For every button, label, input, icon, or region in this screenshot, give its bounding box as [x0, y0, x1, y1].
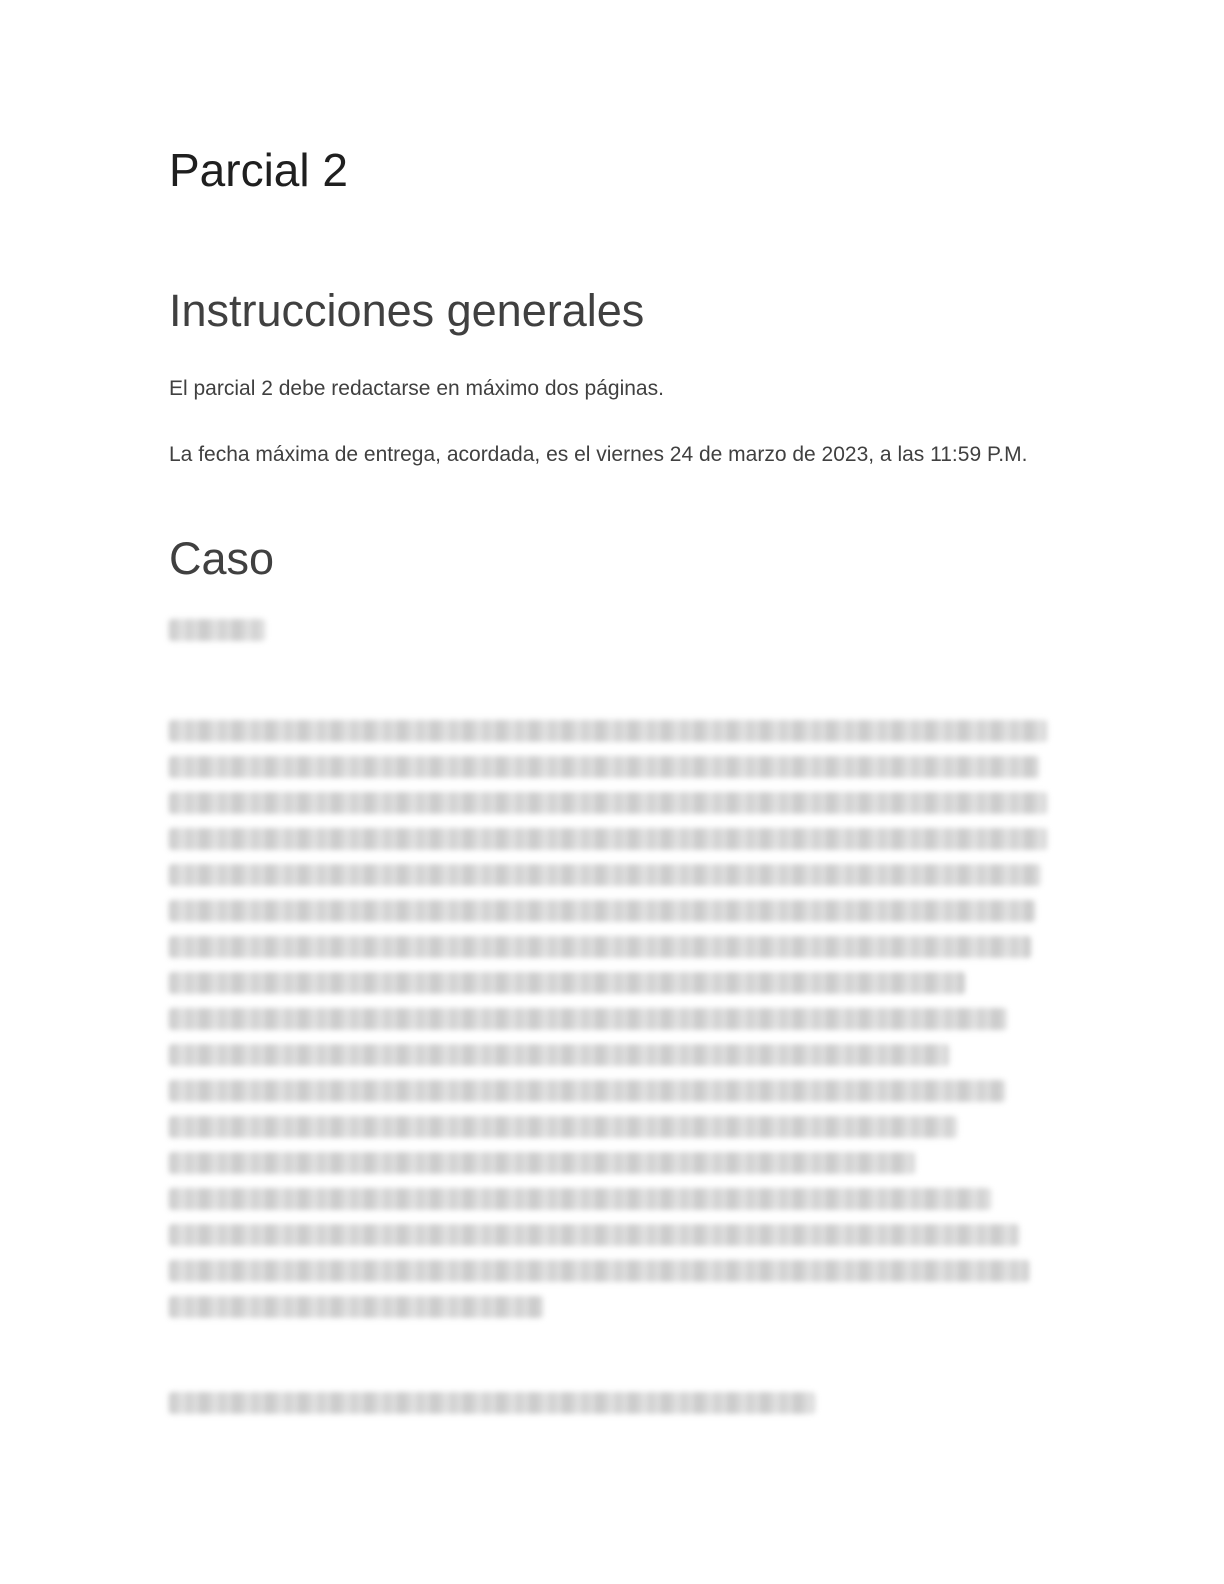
blurred-case-paragraph — [169, 720, 1049, 1325]
section-heading-caso: Caso — [169, 533, 275, 584]
blurred-subheading — [169, 619, 1049, 649]
section-heading-instrucciones: Instrucciones generales — [169, 285, 645, 336]
blurred-closing-line — [169, 1392, 1049, 1422]
instructions-paragraph-2: La fecha máxima de entrega, acordada, es el viernes 24 de marzo de 2023, a las 11:59 P.M. — [169, 443, 1028, 466]
document-title: Parcial 2 — [169, 144, 348, 196]
instructions-paragraph-1: El parcial 2 debe redactarse en máximo dos páginas. — [169, 377, 664, 400]
